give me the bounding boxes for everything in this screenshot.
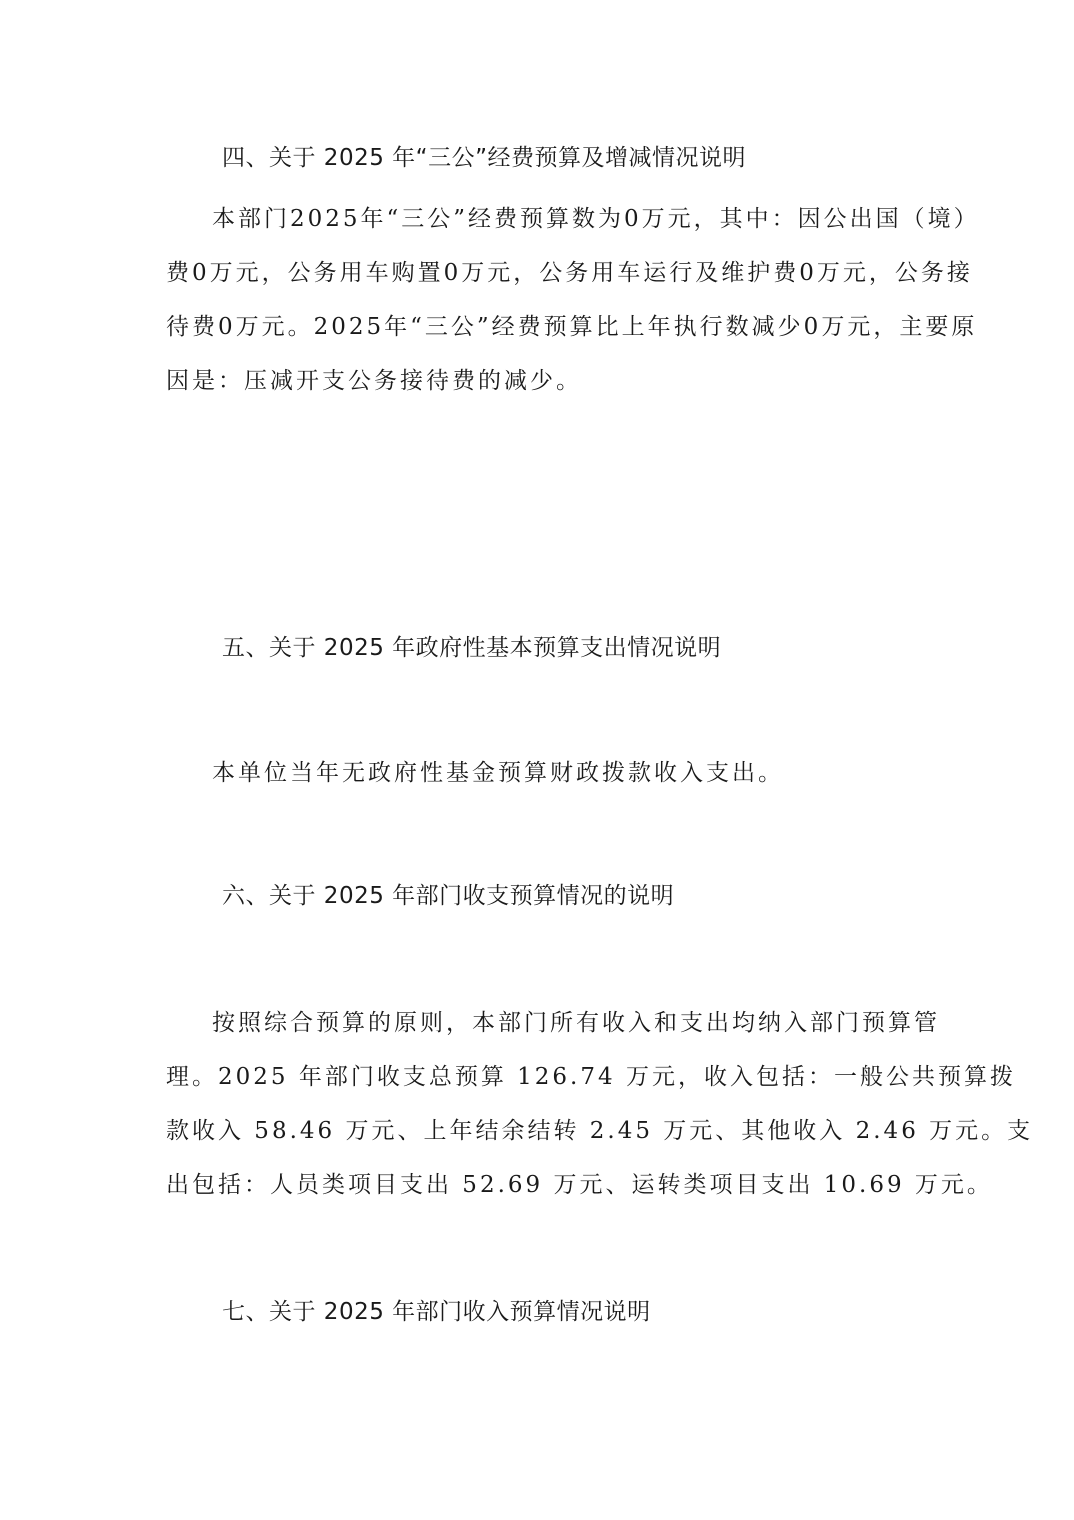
section-5-paragraph [166, 746, 916, 800]
paragraph-line: 费0万元，公务用车购置0万元，公务用车运行及维护费0万元，公务接 [166, 260, 973, 286]
section-6-paragraph [166, 996, 1034, 1212]
section-4-heading: 四、关于 2025 年“三公”经费预算及增减情况说明 [222, 145, 746, 171]
section-4-paragraph [166, 192, 980, 408]
paragraph-line: 待费0万元。2025年“三公”经费预算比上年执行数减少0万元，主要原 [166, 314, 978, 340]
paragraph-line: 因是：压减开支公务接待费的减少。 [166, 368, 582, 394]
paragraph-line: 本单位当年无政府性基金预算财政拨款收入支出。 [212, 760, 784, 786]
section-6-heading: 六、关于 2025 年部门收支预算情况的说明 [222, 883, 675, 909]
paragraph-line: 按照综合预算的原则，本部门所有收入和支出均纳入部门预算管 [212, 1010, 940, 1036]
section-5-heading: 五、关于 2025 年政府性基本预算支出情况说明 [222, 635, 722, 661]
paragraph-line: 出包括：人员类项目支出 52.69 万元、运转类项目支出 10.69 万元。 [166, 1172, 993, 1198]
section-7-heading: 七、关于 2025 年部门收入预算情况说明 [222, 1299, 651, 1325]
paragraph-line: 款收入 58.46 万元、上年结余结转 2.45 万元、其他收入 2.46 万元。支 [166, 1118, 1034, 1144]
paragraph-line: 本部门2025年“三公”经费预算数为0万元，其中：因公出国（境） [212, 206, 980, 232]
paragraph-line: 理。2025 年部门收支总预算 126.74 万元，收入包括：一般公共预算拨 [166, 1064, 1016, 1090]
